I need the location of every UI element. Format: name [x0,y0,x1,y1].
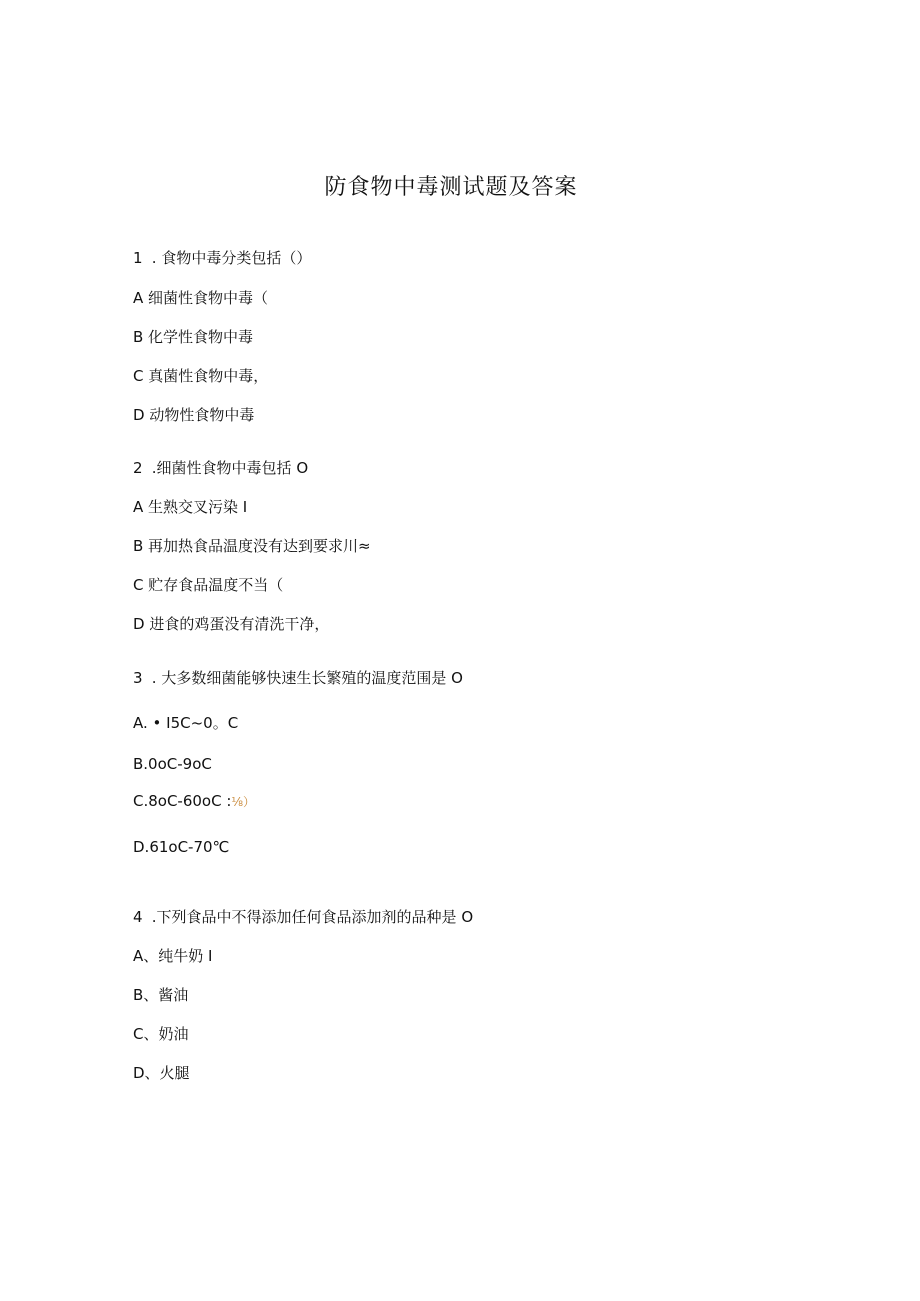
question-text: .下列食品中不得添加任何食品添加剂的品种是 O [151,908,474,926]
question-3 [133,668,463,688]
question-2-option-b: B 再加热食品温度没有达到要求川≈ [133,537,371,555]
question-number: 2 [133,459,143,477]
question-1-option-a: A 细菌性食物中毒（ [133,289,269,307]
option-mark: ⅛） [231,795,256,809]
question-2-option-a: A 生熟交叉污染 I [133,498,248,516]
question-4-option-a: A、纯牛奶 I [133,947,213,965]
option-text: C.8oC-60oC : [133,792,232,810]
question-4 [133,907,473,927]
question-4-option-b: B、酱油 [133,986,189,1004]
question-3-option-c [133,791,255,812]
question-2 [133,458,308,478]
question-text: . 大多数细菌能够快速生长繁殖的温度范围是 O [151,669,463,687]
question-2-option-d: D 进食的鸡蛋没有清洗干净， [133,615,330,633]
question-3-option-a: A. • I5C~0。C [133,714,239,732]
question-1-option-d: D 动物性食物中毒 [133,406,255,424]
question-4-option-d: D、火腿 [133,1064,190,1082]
question-2-option-c: C 贮存食品温度不当（ [133,576,284,594]
question-text: . 食物中毒分类包括（） [151,249,312,267]
question-number: 4 [133,908,143,926]
question-3-option-d: D.61oC-70℃ [133,838,230,856]
question-1-option-b: B 化学性食物中毒 [133,328,254,346]
question-number: 1 [133,249,143,267]
question-number: 3 [133,669,143,687]
question-3-option-b: B.0oC-9oC [133,755,212,773]
question-1-option-c: C 真菌性食物中毒， [133,367,269,385]
question-4-option-c: C、奶油 [133,1025,189,1043]
question-text: .细菌性食物中毒包括 O [151,459,309,477]
question-1 [133,248,311,268]
page-title: 防食物中毒测试题及答案 [324,175,578,200]
